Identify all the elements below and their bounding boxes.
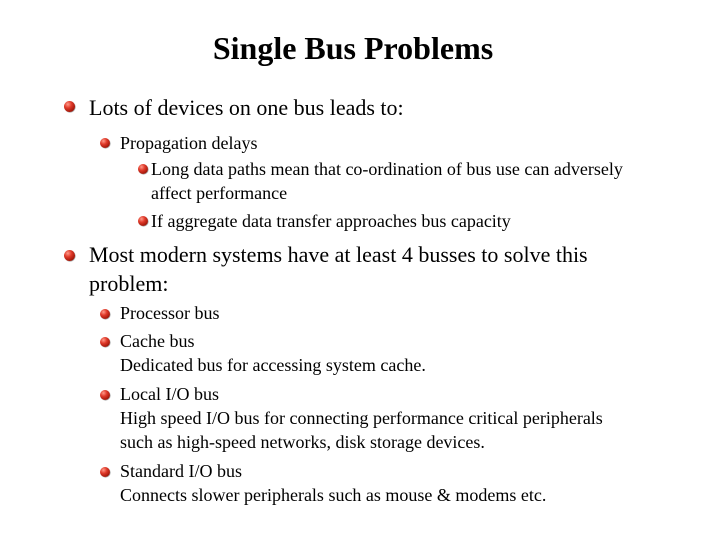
sphere-bullet-icon: [64, 101, 75, 112]
bullet-text-line1: Long data paths mean that co-ordination of bus use can adversely: [151, 159, 623, 179]
bullet-text: Processor bus: [120, 303, 220, 323]
bullet-text-line2: problem:: [89, 271, 169, 296]
sphere-bullet-icon: [100, 337, 110, 347]
bullet-item-level2: [120, 382, 603, 454]
sphere-bullet-icon: [138, 216, 148, 226]
sphere-bullet-icon: [100, 309, 110, 319]
sphere-bullet-icon: [100, 390, 110, 400]
bullet-item-level2: [120, 131, 257, 155]
slide-title: Single Bus Problems: [212, 30, 494, 66]
bullet-text: Lots of devices on one bus leads to:: [89, 95, 404, 120]
bullet-item-level2: [120, 459, 546, 507]
bullet-text: If aggregate data transfer approaches bus capacity: [151, 211, 511, 231]
bullet-text-line1: Standard I/O bus: [120, 461, 242, 481]
bullet-item-level2: [120, 329, 426, 377]
bullet-text: Propagation delays: [120, 133, 258, 153]
bullet-text-line2: High speed I/O bus for connecting performance critical peripherals: [120, 408, 603, 428]
bullet-item-level1: [89, 240, 588, 298]
sphere-bullet-icon: [138, 164, 148, 174]
bullet-text-line2: Dedicated bus for accessing system cache.: [120, 355, 426, 375]
bullet-text-line1: Local I/O bus: [120, 384, 219, 404]
bullet-item-level1: [89, 93, 404, 122]
bullet-item-level2: [120, 301, 220, 325]
bullet-text-line1: Cache bus: [120, 331, 195, 351]
sphere-bullet-icon: [100, 467, 110, 477]
sphere-bullet-icon: [100, 138, 110, 148]
bullet-item-level3: [151, 157, 623, 205]
bullet-text-line1: Most modern systems have at least 4 busses to solve this: [89, 242, 588, 267]
bullet-item-level3: [151, 209, 511, 233]
bullet-text-line2: affect performance: [151, 183, 288, 203]
sphere-bullet-icon: [64, 250, 75, 261]
bullet-text-line3: such as high-speed networks, disk storage devices.: [120, 432, 485, 452]
bullet-text-line2: Connects slower peripherals such as mouse & modems etc.: [120, 485, 547, 505]
